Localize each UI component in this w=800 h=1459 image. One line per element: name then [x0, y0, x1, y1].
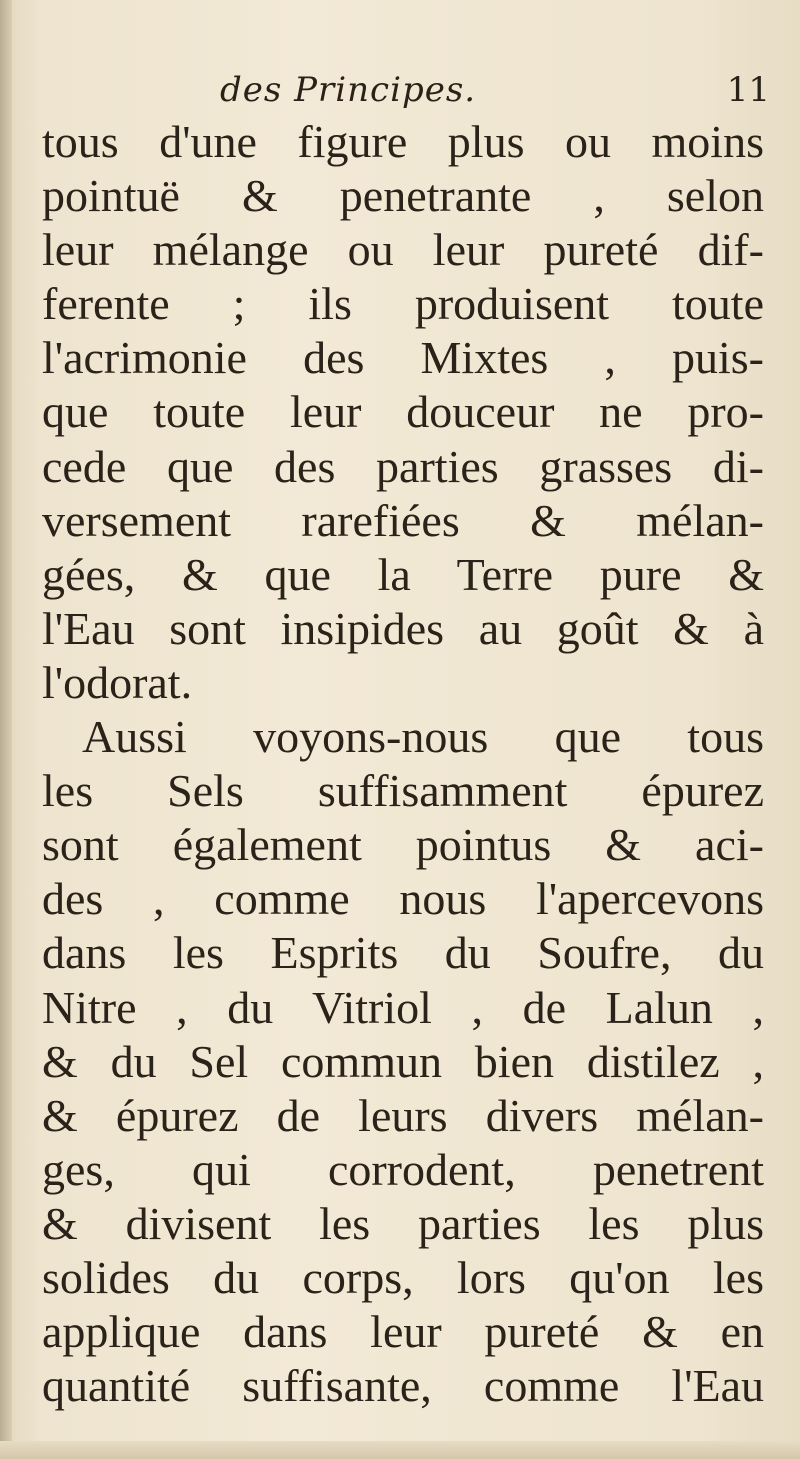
text-line: dans les Esprits du Soufre, du — [42, 927, 764, 979]
text-line: & épurez de leurs divers mélan- — [42, 1089, 764, 1141]
page-bottom-edge — [0, 1441, 800, 1459]
text-line: sont également pointus & aci- — [42, 819, 764, 871]
text-line: Nitre , du Vitriol , de Lalun , — [42, 981, 764, 1033]
running-head — [40, 70, 770, 120]
text-line: leur mélange ou leur pureté dif- — [42, 224, 764, 276]
text-line: que toute leur douceur ne pro- — [42, 386, 764, 438]
page-number: 11 — [726, 70, 770, 110]
text-line: des , comme nous l'apercevons — [42, 873, 764, 925]
text-line: cede que des parties grasses di- — [42, 440, 764, 492]
text-line: les Sels suffisamment épurez — [42, 765, 764, 817]
page-gutter-shadow — [0, 0, 12, 1459]
paragraph-start-line: Aussi voyons-nous que tous — [82, 711, 764, 763]
text-line: & du Sel commun bien distilez , — [42, 1035, 764, 1087]
text-line: & divisent les parties les plus — [42, 1197, 764, 1249]
text-line: l'Eau sont insipides au goût & à — [42, 602, 764, 654]
text-line: ges, qui corrodent, penetrent — [42, 1143, 764, 1195]
text-line: gées, & que la Terre pure & — [42, 548, 764, 600]
text-line: tous d'une figure plus ou moins — [42, 116, 764, 167]
text-line: ferente ; ils produisent toute — [42, 278, 764, 330]
text-line: versement rarefiées & mélan- — [42, 494, 764, 546]
text-line: quantité suffisante, comme l'Eau — [42, 1360, 764, 1412]
running-head-title: des Principes. — [220, 70, 477, 110]
paragraph-end-line: l'odorat. — [42, 656, 193, 708]
text-line: pointuë & penetrante , selon — [42, 170, 764, 222]
body-text — [42, 115, 764, 1413]
text-line: applique dans leur pureté & en — [42, 1306, 764, 1358]
text-line: l'acrimonie des Mixtes , puis- — [42, 332, 764, 384]
text-line: solides du corps, lors qu'on les — [42, 1251, 764, 1303]
